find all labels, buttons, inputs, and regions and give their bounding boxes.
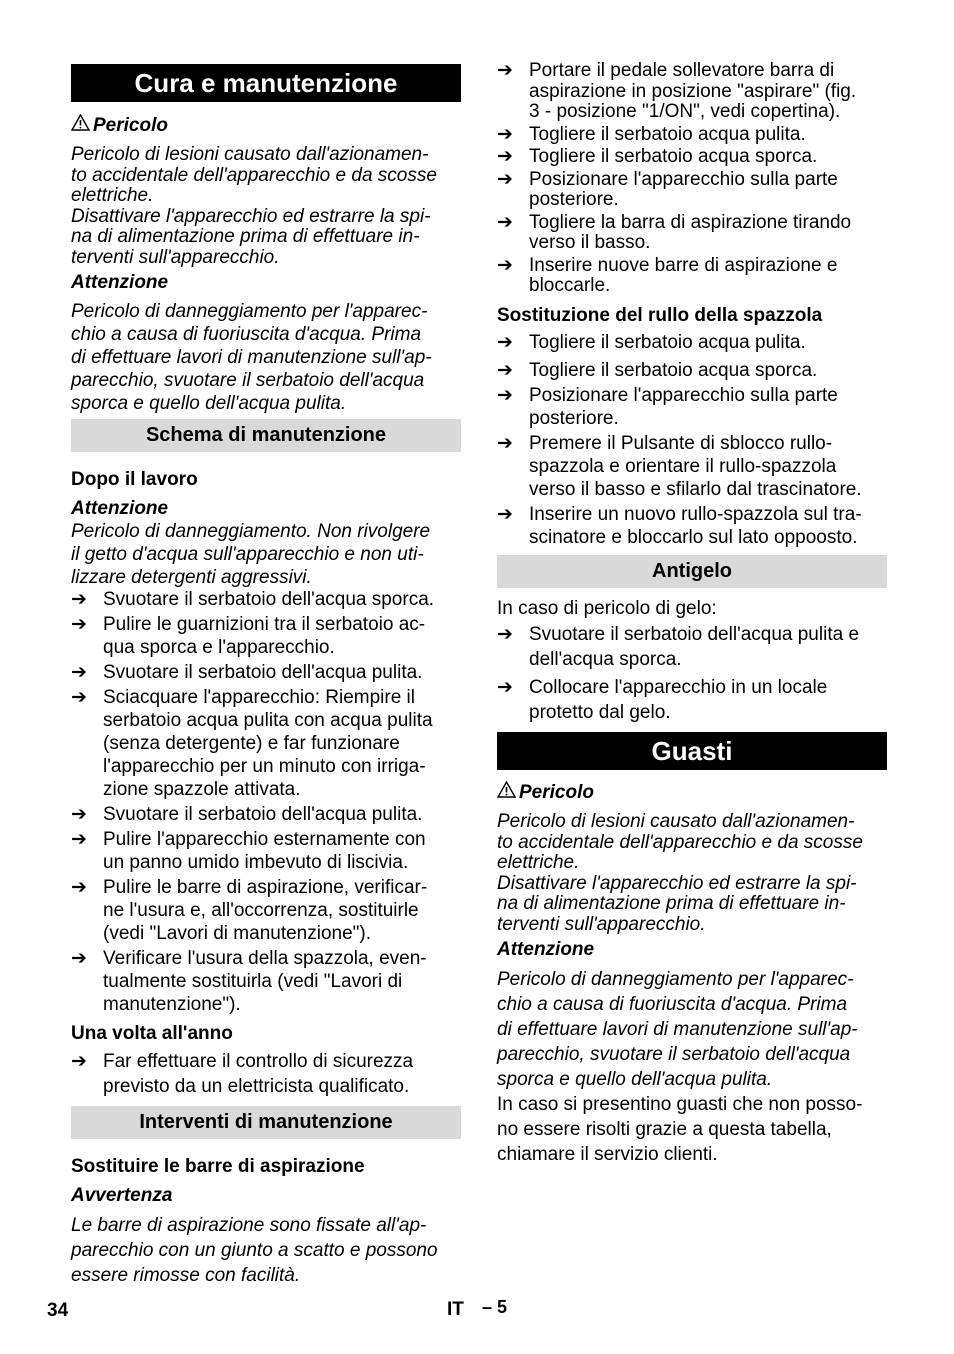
caution-text [497, 967, 887, 1092]
text-line: no essere risolti grazie a questa tabella, [497, 1119, 832, 1140]
arrow-right-icon: ➔ [71, 1051, 87, 1072]
list-item: ➔ Svuotare il serbatoio dell'acqua pulita. [71, 662, 423, 683]
list-item: ➔ Togliere la barra di aspirazione tirando verso il basso. [497, 211, 852, 253]
text-line: elettriche. [497, 852, 580, 873]
after-work-heading: Dopo il lavoro [71, 469, 198, 490]
page-number: 34 [47, 1300, 69, 1321]
interventions-heading: Interventi di manutenzione [71, 1106, 461, 1139]
section-title-maintenance: Cura e manutenzione [71, 64, 461, 102]
text-line: parecchio, svuotare il serbatoio dell'acqua [71, 370, 425, 391]
arrow-right-icon: ➔ [71, 687, 87, 708]
arrow-right-icon: ➔ [497, 254, 513, 276]
list-item: ➔ Svuotare il serbatoio dell'acqua sporca. [71, 589, 435, 610]
section-page: – 5 [482, 1297, 508, 1317]
arrow-right-icon: ➔ [71, 948, 87, 969]
arrow-right-icon: ➔ [497, 211, 513, 233]
danger-label: Pericolo [519, 782, 594, 803]
text-line: Disattivare l'apparecchio ed estrarre la spi- [497, 872, 857, 894]
arrow-right-icon: ➔ [497, 433, 513, 454]
text-line: Pericolo di danneggiamento per l'apparec- [71, 301, 428, 322]
arrow-right-icon: ➔ [497, 624, 513, 645]
arrow-right-icon: ➔ [71, 614, 87, 635]
list-item: ➔ Svuotare il serbatoio dell'acqua pulita. [71, 804, 423, 825]
text-line: Pericolo di danneggiamento. Non rivolgere [71, 521, 431, 542]
list-item: ➔ Posizionare l'apparecchio sulla parte posteriore. [497, 168, 838, 210]
text-line: Le barre di aspirazione sono fissate all'ap- [71, 1215, 427, 1236]
warning-triangle-icon [71, 114, 93, 137]
arrow-right-icon: ➔ [71, 829, 87, 850]
text-line: Pericolo di lesioni causato dall'azionamen- [497, 811, 855, 832]
note-label: Avvertenza [71, 1185, 173, 1206]
text-line: di effettuare lavori di manutenzione sull'ap- [71, 347, 432, 368]
brush-heading: Sostituzione del rullo della spazzola [497, 305, 823, 326]
yearly-heading: Una volta all'anno [71, 1023, 233, 1044]
warning-triangle-icon [497, 781, 519, 804]
list-item: ➔ Svuotare il serbatoio dell'acqua pulita e dell'acqua sporca. [497, 624, 860, 670]
text-line: chiamare il servizio clienti. [497, 1144, 718, 1165]
closing-text [497, 1092, 887, 1167]
schema-heading: Schema di manutenzione [71, 419, 461, 452]
arrow-right-icon: ➔ [71, 804, 87, 825]
list-item: ➔ Far effettuare il controllo di sicurezza previsto da un elettricista qualificato. [71, 1051, 414, 1097]
list-item: ➔ Portare il pedale sollevatore barra di aspirazione in posizione "aspirare" (fig. 3 - posizione "1/ON", vedi copertina). [497, 60, 857, 122]
danger-label: Pericolo [93, 115, 168, 136]
text-line: terventi sull'apparecchio. [71, 246, 280, 268]
list-item: ➔ Premere il Pulsante di sblocco rullo- spazzola e orientare il rullo-spazzola verso il basso e sfilarlo dal trascinatore. [497, 433, 862, 500]
text-line: na di alimentazione prima di effettuare in- [71, 226, 420, 247]
caution2-label: Attenzione [71, 498, 169, 519]
frost-intro: In caso di pericolo di gelo: [497, 598, 717, 619]
caution-text [71, 300, 461, 415]
list-item: ➔ Togliere il serbatoio acqua pulita. [497, 123, 806, 145]
list-item: ➔ Togliere il serbatoio acqua sporca. [497, 360, 818, 381]
text-line: essere rimosse con facilità. [71, 1265, 301, 1286]
text-line: il getto d'acqua sull'apparecchio e non uti- [71, 544, 424, 565]
list-item: ➔ Inserire un nuovo rullo-spazzola sul tra- scinatore e bloccarlo sul lato oppoosto. [497, 504, 862, 548]
arrow-right-icon: ➔ [71, 589, 87, 610]
danger-text [497, 812, 887, 935]
frost-steps [497, 622, 887, 725]
text-line: chio a causa di fuoriuscita d'acqua. Prima [71, 324, 422, 345]
danger-text [71, 145, 461, 268]
text-line: chio a causa di fuoriuscita d'acqua. Prima [497, 994, 848, 1015]
list-item: ➔ Verificare l'usura della spazzola, even- tualmente sostituirla (vedi "Lavori di manutenzione"). [71, 948, 427, 1015]
list-item: ➔ Pulire le guarnizioni tra il serbatoio ac- qua sporca e l'apparecchio. [71, 614, 426, 658]
text-line: sporca e quello dell'acqua pulita. [497, 1069, 773, 1090]
text-line: to accidentale dell'apparecchio e da scosse [497, 831, 863, 853]
caution-label: Attenzione [71, 272, 169, 293]
text-line: sporca e quello dell'acqua pulita. [71, 393, 347, 414]
text-line: terventi sull'apparecchio. [497, 913, 706, 935]
text-line: Disattivare l'apparecchio ed estrarre la spi- [71, 205, 431, 227]
text-line: to accidentale dell'apparecchio e da scosse [71, 164, 437, 186]
list-item: ➔ Pulire l'apparecchio esternamente con un panno umido imbevuto di liscivia. [71, 829, 426, 873]
text-line: Pericolo di danneggiamento per l'apparec- [497, 969, 854, 990]
arrow-right-icon: ➔ [497, 677, 513, 698]
replace-bars-heading: Sostituire le barre di aspirazione [71, 1156, 365, 1177]
arrow-right-icon: ➔ [497, 123, 513, 145]
arrow-right-icon: ➔ [497, 332, 513, 353]
danger-heading [497, 781, 887, 804]
arrow-right-icon: ➔ [71, 662, 87, 683]
text-line: parecchio, svuotare il serbatoio dell'acqua [497, 1044, 851, 1065]
text-line: elettriche. [71, 185, 154, 206]
text-line: parecchio con un giunto a scatto e possono [71, 1240, 438, 1261]
arrow-right-icon: ➔ [497, 146, 513, 167]
list-item: ➔ Togliere il serbatoio acqua pulita. [497, 332, 806, 353]
danger-heading [71, 114, 461, 137]
arrow-right-icon: ➔ [497, 504, 513, 525]
text-line: na di alimentazione prima di effettuare in- [497, 893, 846, 914]
list-item: ➔ Sciacquare l'apparecchio: Riempire il serbatoio acqua pulita con acqua pulita (senza detergente) e far funzionare l'apparecchio per un minuto con irriga- zione spazzole attivata. [71, 687, 433, 800]
caution-label: Attenzione [497, 939, 595, 960]
arrow-right-icon: ➔ [497, 60, 513, 81]
caution2-text [71, 520, 461, 589]
note-text [71, 1213, 461, 1288]
after-work-steps [71, 588, 461, 1018]
arrow-right-icon: ➔ [497, 168, 513, 190]
list-item: ➔ Togliere il serbatoio acqua sporca. [497, 146, 818, 167]
list-item: ➔ Posizionare l'apparecchio sulla parte posteriore. [497, 385, 838, 429]
text-line: Pericolo di lesioni causato dall'azionamen- [71, 144, 429, 165]
arrow-right-icon: ➔ [71, 877, 87, 898]
text-line: In caso si presentino guasti che non posso- [497, 1094, 863, 1115]
arrow-right-icon: ➔ [497, 360, 513, 381]
list-item: ➔ Inserire nuove barre di aspirazione e bloccarle. [497, 254, 838, 296]
brush-steps [497, 331, 887, 551]
list-item: ➔ Collocare l'apparecchio in un locale protetto dal gelo. [497, 677, 828, 723]
language-code: IT [447, 1299, 464, 1320]
text-line: di effettuare lavori di manutenzione sull'ap- [497, 1019, 858, 1040]
arrow-right-icon: ➔ [497, 385, 513, 406]
text-line: lizzare detergenti aggressivi. [71, 567, 312, 588]
bar-steps [497, 61, 887, 299]
list-item: ➔ Pulire le barre di aspirazione, verificar- ne l'usura e, all'occorrenza, sostituirle (vedi "Lavori di manutenzione"). [71, 877, 428, 944]
frost-heading: Antigelo [497, 555, 887, 588]
yearly-steps [71, 1049, 461, 1099]
section-title-faults: Guasti [497, 732, 887, 770]
